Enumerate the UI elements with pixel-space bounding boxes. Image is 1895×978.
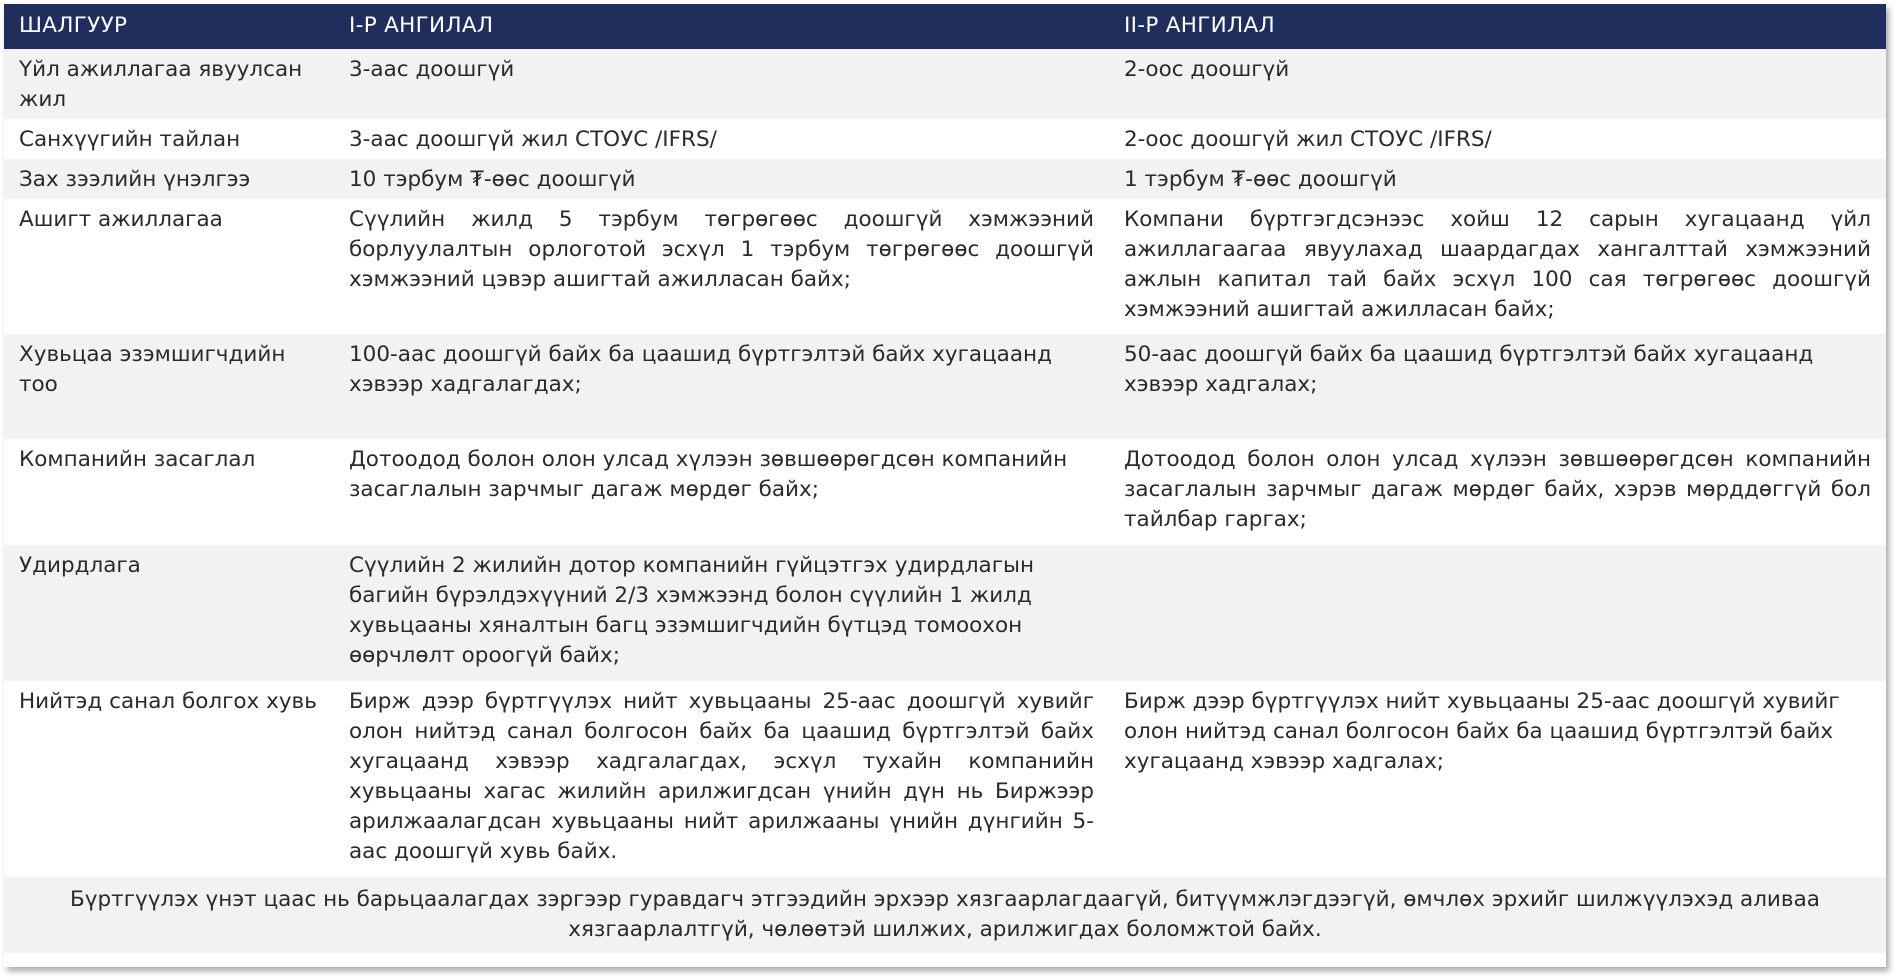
criterion-cell: Үйл ажиллагаа явуулсан жил bbox=[19, 57, 303, 112]
table-row bbox=[4, 159, 1886, 199]
table-header-row bbox=[4, 4, 1886, 49]
class-2-cell: Компани бүртгэгдсэнээс хойш 12 сарын хугацаанд үйл ажиллагаагаа явуулахад шаардагдах хангалттай хэмжээний ажлын капитал тай байх эсхүл 100 сая төгрөгөөс доошгүй хэмжээний ашигтай ажилласан байх; bbox=[1124, 207, 1871, 322]
class-2-cell bbox=[1109, 545, 1886, 681]
criterion-cell: Нийтэд санал болгох хувь bbox=[19, 689, 317, 714]
class-2-cell: 50-аас доошгүй байх ба цаашид бүртгэлтэй байх хугацаанд хэвээр хадгалах; bbox=[1124, 342, 1814, 397]
class-2-cell: 2-оос доошгүй bbox=[1124, 57, 1290, 82]
table-row bbox=[4, 199, 1886, 334]
class-1-cell: Сүүлийн 2 жилийн дотор компанийн гүйцэтгэх удирдлагын багийн бүрэлдэхүүний 2/3 хэмжээнд болон сүүлийн 1 жилд хувьцааны хяналтын багц эзэмшигчдийн бүтцэд томоохон өөрчлөлт ороогүй байх; bbox=[349, 553, 1035, 668]
header-criterion: ШАЛГУУР bbox=[19, 13, 128, 38]
criterion-cell: Зах зээлийн үнэлгээ bbox=[19, 167, 251, 192]
class-2-cell: Дотоодод болон олон улсад хүлээн зөвшөөрөгдсөн компанийн засаглалын зарчмыг дагаж мөрдөг байх, хэрэв мөрддөггүй бол тайлбар гаргах; bbox=[1124, 447, 1871, 532]
table-row bbox=[4, 119, 1886, 159]
class-1-cell: 3-аас доошгүй bbox=[349, 57, 515, 82]
class-1-cell: 100-аас доошгүй байх ба цаашид бүртгэлтэй байх хугацаанд хэвээр хадгалагдах; bbox=[349, 342, 1052, 397]
criterion-cell: Хувьцаа эзэмшигчдийн тоо bbox=[19, 342, 286, 397]
criterion-cell: Компанийн засаглал bbox=[19, 447, 256, 472]
criterion-cell: Удирдлага bbox=[19, 553, 141, 578]
class-1-cell: Дотоодод болон олон улсад хүлээн зөвшөөрөгдсөн компанийн засаглалын зарчмыг дагаж мөрдөг байх; bbox=[349, 447, 1068, 502]
header-class-1: I-Р АНГИЛАЛ bbox=[349, 13, 494, 38]
listing-criteria-table bbox=[4, 4, 1886, 953]
class-2-cell: 1 тэрбум ₮-өөс доошгүй bbox=[1124, 167, 1397, 192]
table-row bbox=[4, 681, 1886, 877]
listing-criteria-table-frame bbox=[4, 4, 1886, 967]
class-1-cell: 3-аас доошгүй жил СТОУС /IFRS/ bbox=[349, 127, 717, 152]
class-2-cell: 2-оос доошгүй жил СТОУС /IFRS/ bbox=[1124, 127, 1492, 152]
criterion-cell: Санхүүгийн тайлан bbox=[19, 127, 241, 152]
criterion-cell: Ашигт ажиллагаа bbox=[19, 207, 223, 232]
table-row bbox=[4, 49, 1886, 119]
class-2-cell: Бирж дээр бүртгүүлэх нийт хувьцааны 25-аас доошгүй хувийг олон нийтэд санал болгосон байх ба цаашид бүртгэлтэй байх хугацаанд хэвээр хадгалах; bbox=[1124, 689, 1840, 774]
class-1-cell: Бирж дээр бүртгүүлэх нийт хувьцааны 25-аас доошгүй хувийг олон нийтэд санал болгосон байх ба цаашид бүртгэлтэй байх хугацаанд хэвээр хадгалагдах, эсхүл тухайн компанийн хувьцааны хагас жилийн арилжигдсан үнийн дүн нь Биржээр арилжаалагдсан хувьцааны нийт арилжааны үнийн дүнгийн 5-аас доошгүй хувь байх. bbox=[349, 689, 1094, 864]
class-1-cell: 10 тэрбум ₮-өөс доошгүй bbox=[349, 167, 636, 192]
header-class-2: II-Р АНГИЛАЛ bbox=[1124, 13, 1275, 38]
footer-note: Бүртгүүлэх үнэт цаас нь барьцаалагдах зэргээр гуравдагч этгээдийн эрхээр хязгаарлагдаагүй, битүүмжлэгдээгүй, өмчлөх эрхийг шилжүүлэхэд аливаа хязгаарлалтгүй, чөлөөтэй шилжих, арилжигдах боломжтой байх. bbox=[70, 887, 1820, 942]
table-row bbox=[4, 334, 1886, 439]
table-footer-row bbox=[4, 877, 1886, 953]
table-row bbox=[4, 545, 1886, 681]
class-1-cell: Сүүлийн жилд 5 тэрбум төгрөгөөс доошгүй хэмжээний борлуулалтын орлоготой эсхүл 1 тэрбум төгрөгөөс доошгүй хэмжээний цэвэр ашигтай ажилласан байх; bbox=[349, 207, 1094, 292]
table-row bbox=[4, 439, 1886, 545]
